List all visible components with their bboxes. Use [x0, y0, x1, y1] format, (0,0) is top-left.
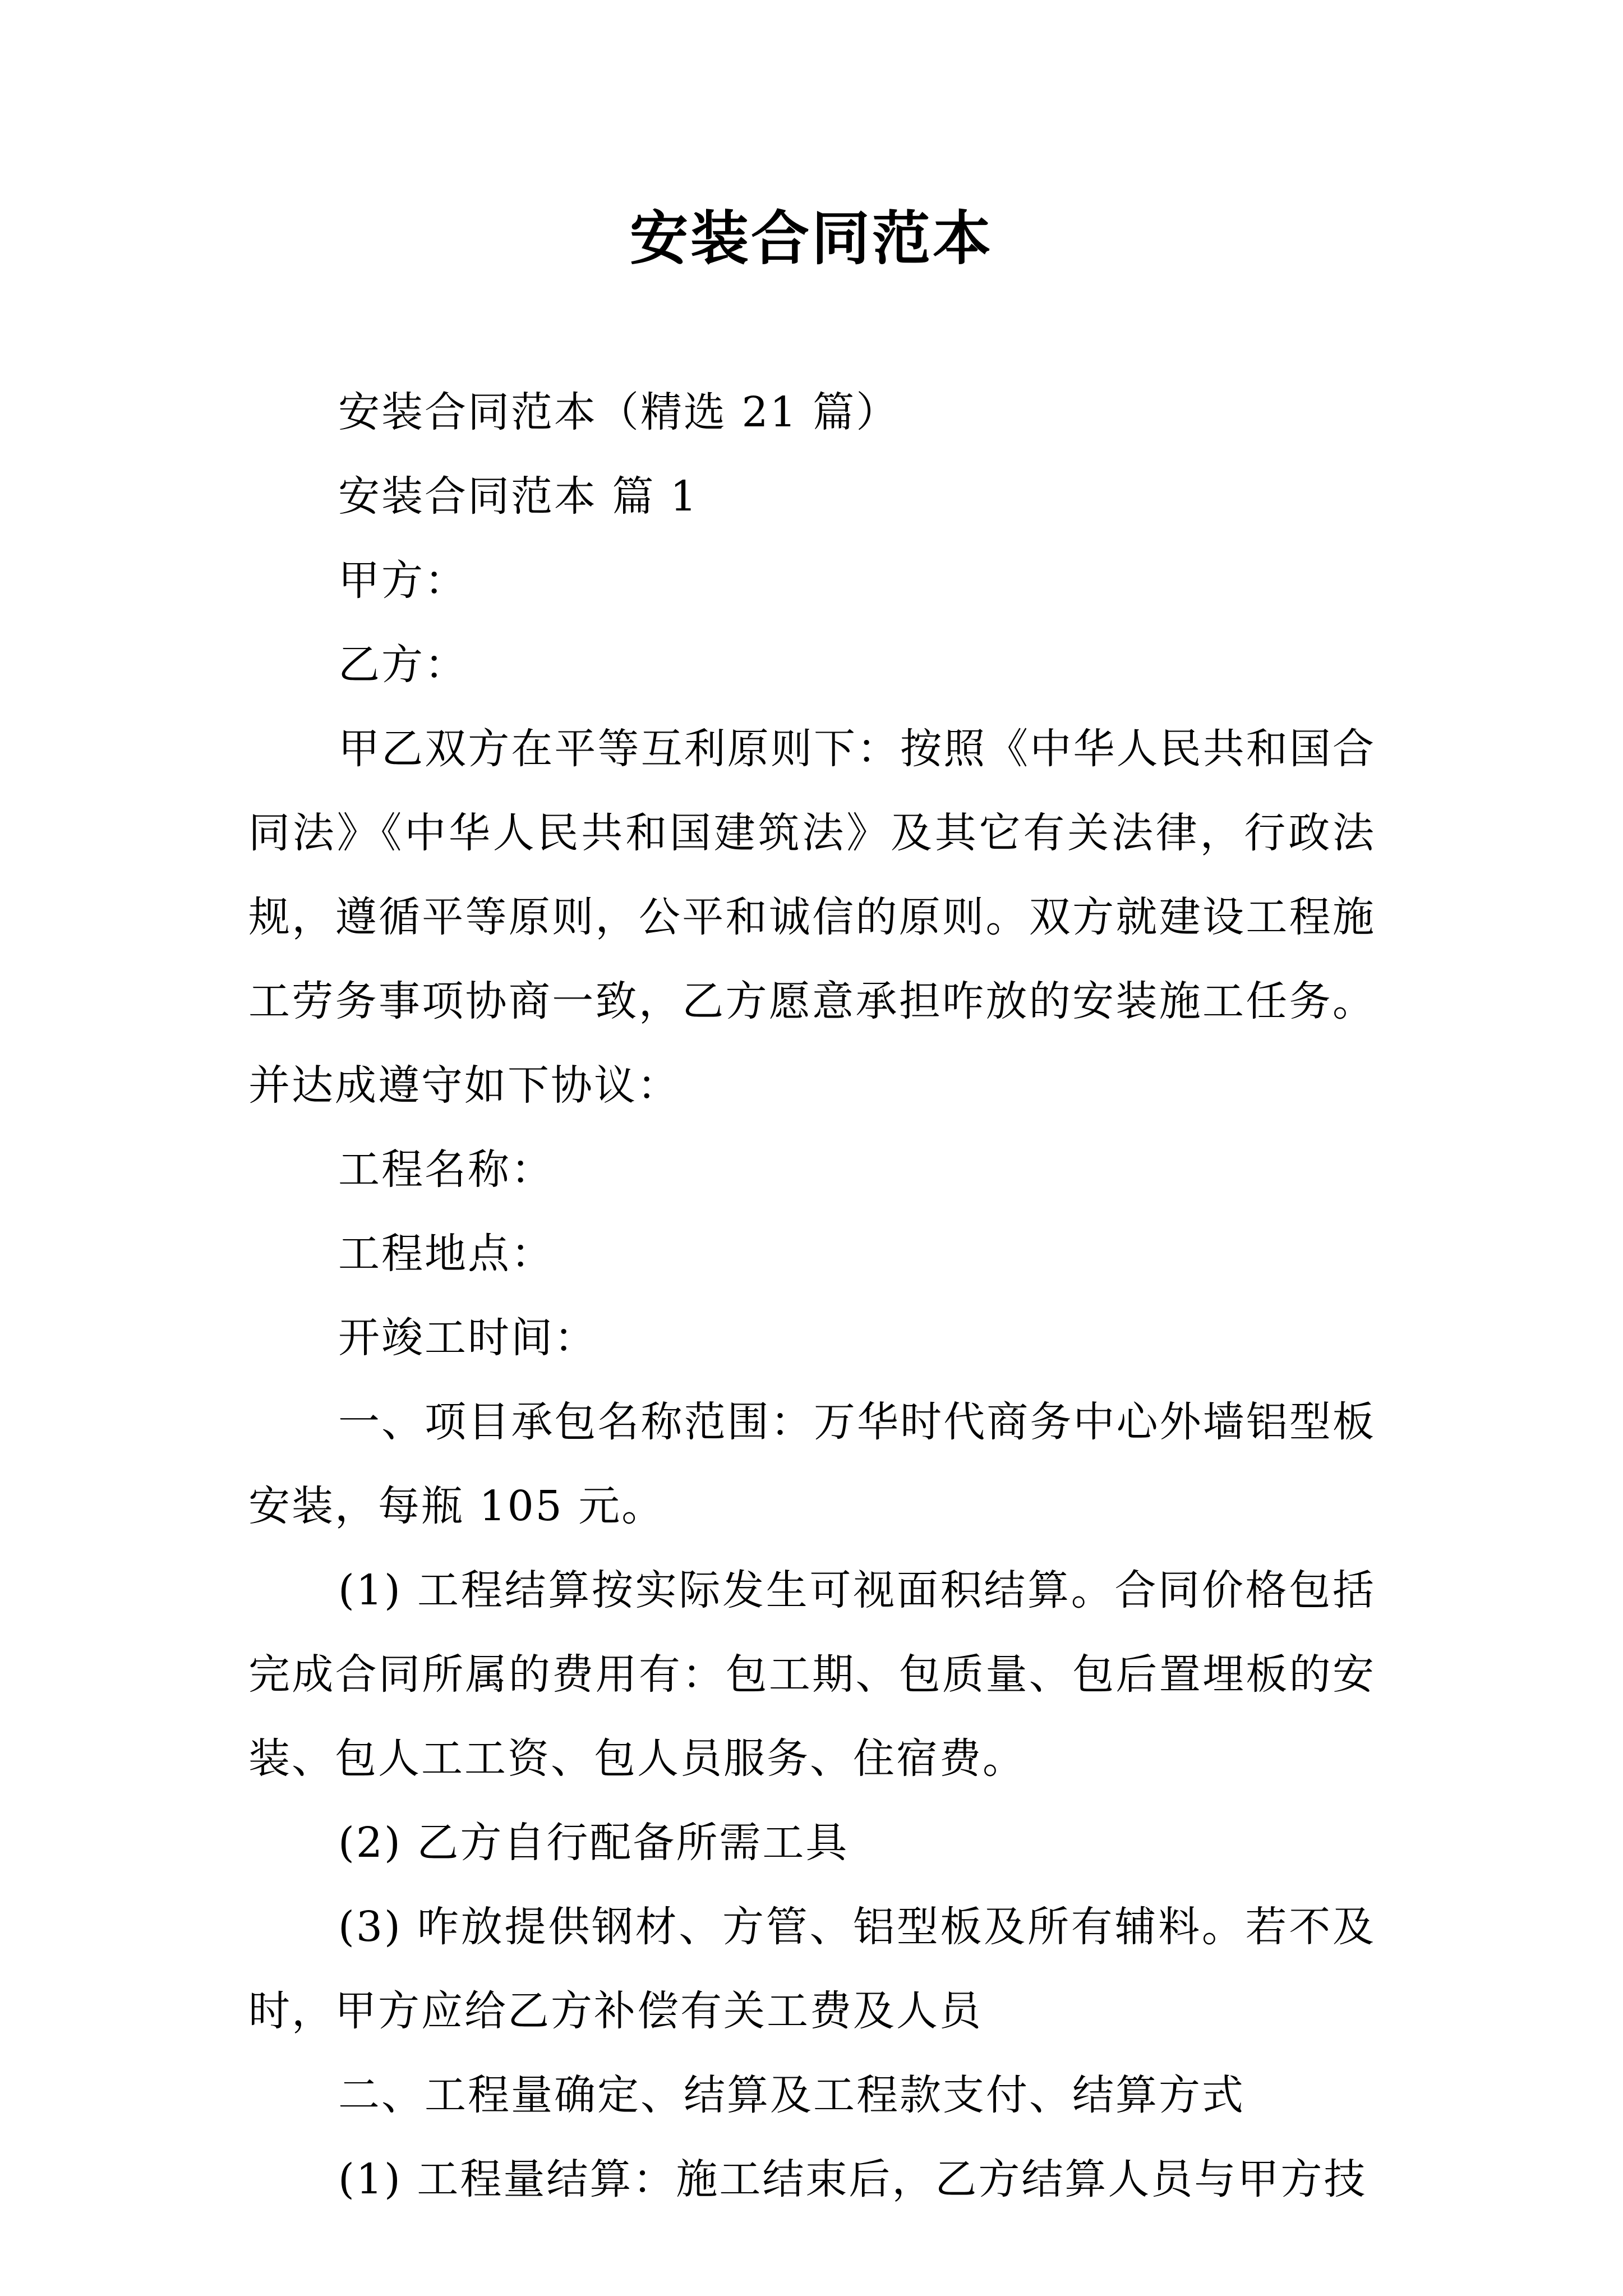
preamble-paragraph: 甲乙双方在平等互利原则下：按照《中华人民共和国合同法》《中华人民共和国建筑法》及其它有关法律，行政法规，遵循平等原则，公平和诚信的原则。双方就建设工程施工劳务事项协商一致，乙方愿意承担咋放的安装施工任务。并达成遵守如下协议：	[248, 725, 1376, 1110]
subtitle-selection: 安装合同范本（精选 21 篇）	[338, 388, 900, 436]
party-a-line: 甲方：	[338, 556, 468, 605]
project-location-line: 工程地点：	[338, 1230, 554, 1278]
document-title: 安装合同范本	[629, 204, 993, 273]
schedule-line: 开竣工时间：	[338, 1314, 597, 1362]
clause-1-scope: 一、项目承包名称范围：万华时代商务中心外墙铝型板安装，每瓶 105 元。	[248, 1398, 1376, 1530]
clause-1-item-2: (2) 乙方自行配备所需工具	[338, 1819, 849, 1867]
clause-1-item-3: (3) 咋放提供钢材、方管、铝型板及所有辅料。若不及时，甲方应给乙方补偿有关工费及人员	[248, 1903, 1376, 2035]
clause-1-item-1: (1) 工程结算按实际发生可视面积结算。合同价格包括完成合同所属的费用有：包工期、包质量、包后置埋板的安装、包人工工资、包人员服务、住宿费。	[248, 1566, 1376, 1783]
party-b-line: 乙方：	[338, 641, 468, 689]
project-name-line: 工程名称：	[338, 1145, 554, 1194]
section-heading-part-1: 安装合同范本 篇 1	[338, 472, 699, 521]
clause-2-heading: 二、工程量确定、结算及工程款支付、结算方式	[338, 2071, 1245, 2119]
document-body	[248, 370, 1376, 2221]
clause-2-item-1: (1) 工程量结算：施工结束后，乙方结算人员与甲方技	[338, 2155, 1367, 2203]
